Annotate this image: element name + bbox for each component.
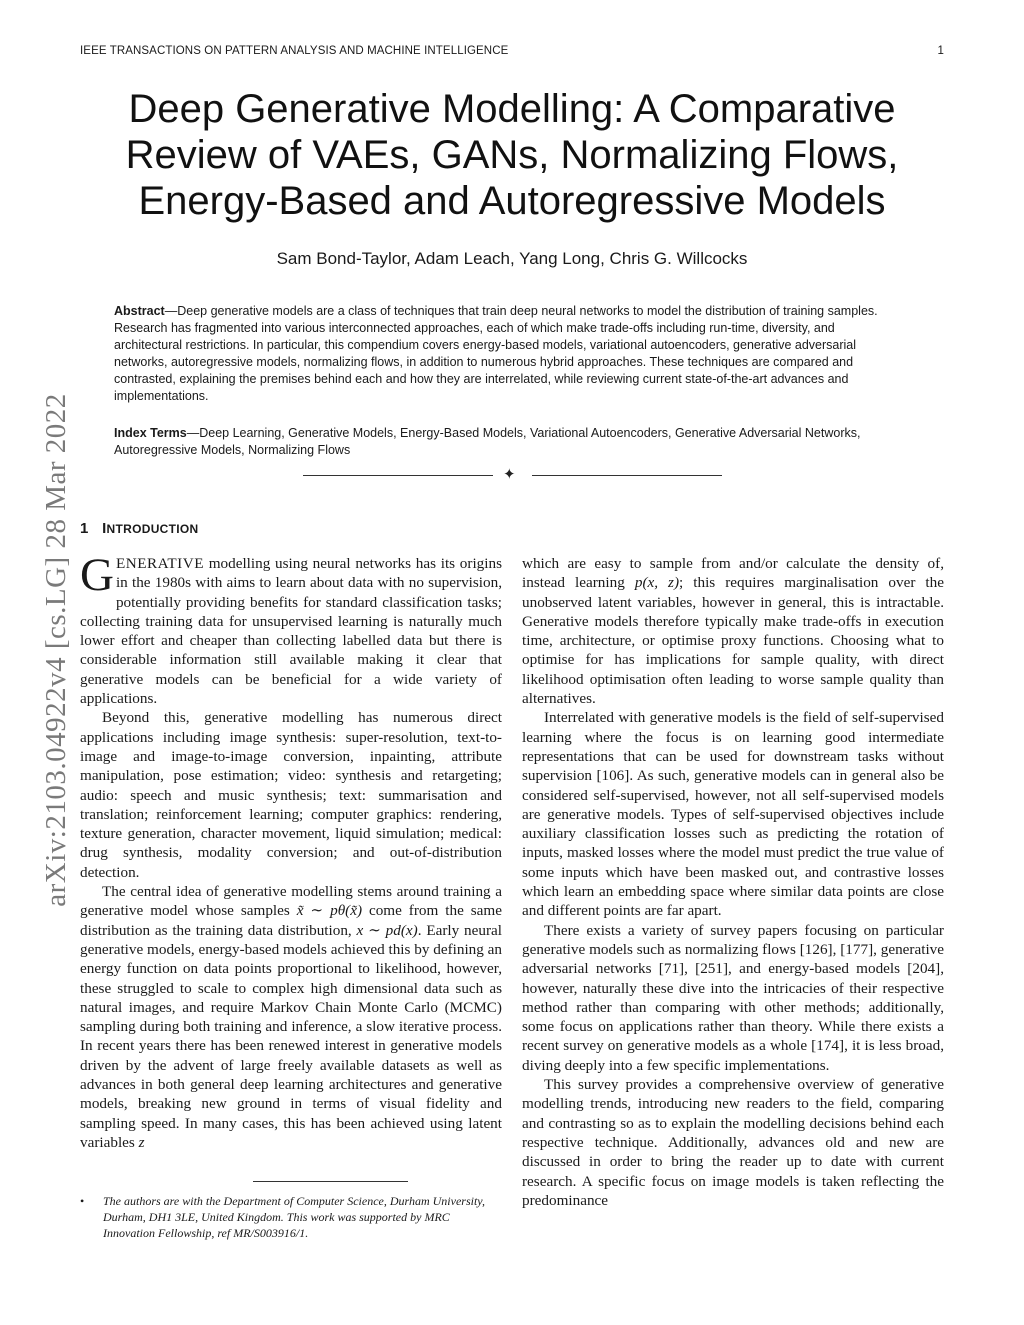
drop-cap: G [80,549,114,601]
separator-line-right [532,475,722,476]
math-expression: x ∼ pd(x) [356,921,418,939]
abstract [114,303,904,405]
paragraph-text: . Early neural generative models, energy-based models achieved this by defining an energy function on data points proportional to likelihood, however, these struggled to scale to complex high dimensional data such as natural images, and require Markov Chain Monte Carlo (MCMC) sampling during both training and inference, a slow iterative process. In recent years there has been renewed interest in generative models driven by the advent of large freely available datasets as well as advances in both general deep learning architectures and generative models, breaking new ground in terms of visual fidelity and sampling speed. In many cases, this has been achieved using latent variables [80,921,502,1151]
paragraph: This survey provides a comprehensive overview of generative modelling trends, introducing new readers to the field, comparing and contrasting so as to explain the modelling decisions behind each respective technique. Additionally, advances old and new are discussed in order to bring the reader up to date with current research. A specific focus on image models is taken reflecting the predominance [522,1076,944,1209]
authors: Sam Bond-Taylor, Adam Leach, Yang Long, Chris G. Willcocks [276,249,748,268]
footnote-rule [253,1181,408,1182]
math-expression: p(x, z) [634,574,680,592]
lead-word: ENERATIVE [115,555,204,572]
paragraph-text: The central idea of generative modelling stems around training a generative model whose samples [80,883,502,920]
paragraph: There exists a variety of survey papers focusing on particular generative models such as normalizing flows [126], [177], generative adversarial networks [71], [251], and energy-based models [204], however, naturally these dive into the intricacies of their respective method rather than comparing with other methods; additionally, some focus on applications rather than theory. While there exists a recent survey on generative models as a whole [174], it is less broad, diving deeply into a few specific implementations. [522,921,944,1074]
section-title-rest: NTRODUCTION [106,522,199,536]
paragraph-text: which are easy to sample from and/or calculate the density of, instead learning [522,555,944,592]
abstract-text: —Deep generative models are a class of techniques that train deep neural networks to model the distribution of training samples. Research has fragmented into various interconnected approaches, each of which make trade-offs including run-time, diversity, and architectural restrictions. In particular, this compendium covers energy-based models, variational autoencoders, generative adversarial networks, autoregressive models, normalizing flows, in addition to numerous hybrid approaches. These techniques are compared and contrasted, explaining the premises behind each and how they are interrelated, while reviewing current state-of-the-art advances and implementations. [114,304,878,403]
paragraph [522,554,944,708]
section-number: 1 [80,520,89,537]
paragraph-text: ; this requires marginalisation over the unobserved latent variables, however in general, this is intractable. Generative models therefore typically make trade-offs in execution time, architecture, or optimise proxy functions. Choosing what to optimise for has implications for sample quality, with direct likelihood optimisation often leading to worse sample quality than alternatives. [522,574,944,708]
math-expression: x̃ ∼ pθ(x̃) [296,902,363,920]
paragraph: Interrelated with generative models is the field of self-supervised learning where the focus is on learning good intermediate representations that can be used for downstream tasks without supervision [106]. As such, generative models can in general also be considered self-supervised, however, not all self-supervised models are generative models. Types of self-supervised objectives include auxiliary classification losses such as predicting the rotation of inputs, masked losses where the model must predict the true value of some inputs which have been masked out, and contrastive losses which learn an embedding space where similar data points are close and different points are far apart. [522,709,944,920]
section-heading [80,520,199,537]
separator-line-left [303,475,493,476]
footnote [80,1193,502,1241]
paragraph-text: modelling using neural networks has its origins in the 1980s with aims to learn about data with no supervision, potentially providing benefits for standard classification tasks; collecting training data for unsupervised learning is naturally much lower effort and cheaper than collecting labelled data but there is considerable information still available making it clear that generative models can be beneficial for a wide variety of applications. [80,555,502,708]
section-title-initial: I [102,520,107,537]
left-column [80,549,502,1152]
paper-title: Deep Generative Modelling: A Comparative Review of VAEs, GANs, Normalizing Flows, Energy-Based and Autoregressive Models [125,87,899,223]
paragraph: Beyond this, generative modelling has numerous direct applications including image synthesis: super-resolution, text-to-image and image-to-image conversion, inpainting, attribute manipulation, pose estimation; video: synthesis and retargeting; audio: speech and music synthesis; text: summarisation and translation; reinforcement learning; computer graphics: rendering, texture generation, character movement, liquid simulation; medical: drug synthesis, modality conversion; and out-of-distribution detection. [80,709,502,881]
index-terms [114,425,904,459]
footnote-text: The authors are with the Department of Computer Science, Durham University, Durham, DH1 3LE, United Kingdom. This work was supported by MRC Innovation Fellowship, ref MR/S003916/1. [103,1194,485,1240]
arxiv-stamp: arXiv:2103.04922v4 [cs.LG] 28 Mar 2022 [40,393,72,907]
running-header [80,45,944,57]
separator-diamond-icon: ✦ [503,466,516,483]
index-terms-label: Index Terms [114,426,187,440]
page-number: 1 [937,45,944,57]
abstract-label: Abstract [114,304,165,318]
math-expression: z [138,1133,145,1151]
index-terms-text: —Deep Learning, Generative Models, Energy-Based Models, Variational Autoencoders, Generative Adversarial Networks, Autoregressive Models, Normalizing Flows [114,426,861,457]
paragraph [80,882,502,1152]
journal-name: IEEE TRANSACTIONS ON PATTERN ANALYSIS AND MACHINE INTELLIGENCE [80,45,509,57]
paragraph-text: come from the same distribution as the training data distribution, [80,902,502,939]
footnote-bullet: • [80,1194,85,1208]
paragraph [80,549,502,708]
right-column [522,554,944,1210]
